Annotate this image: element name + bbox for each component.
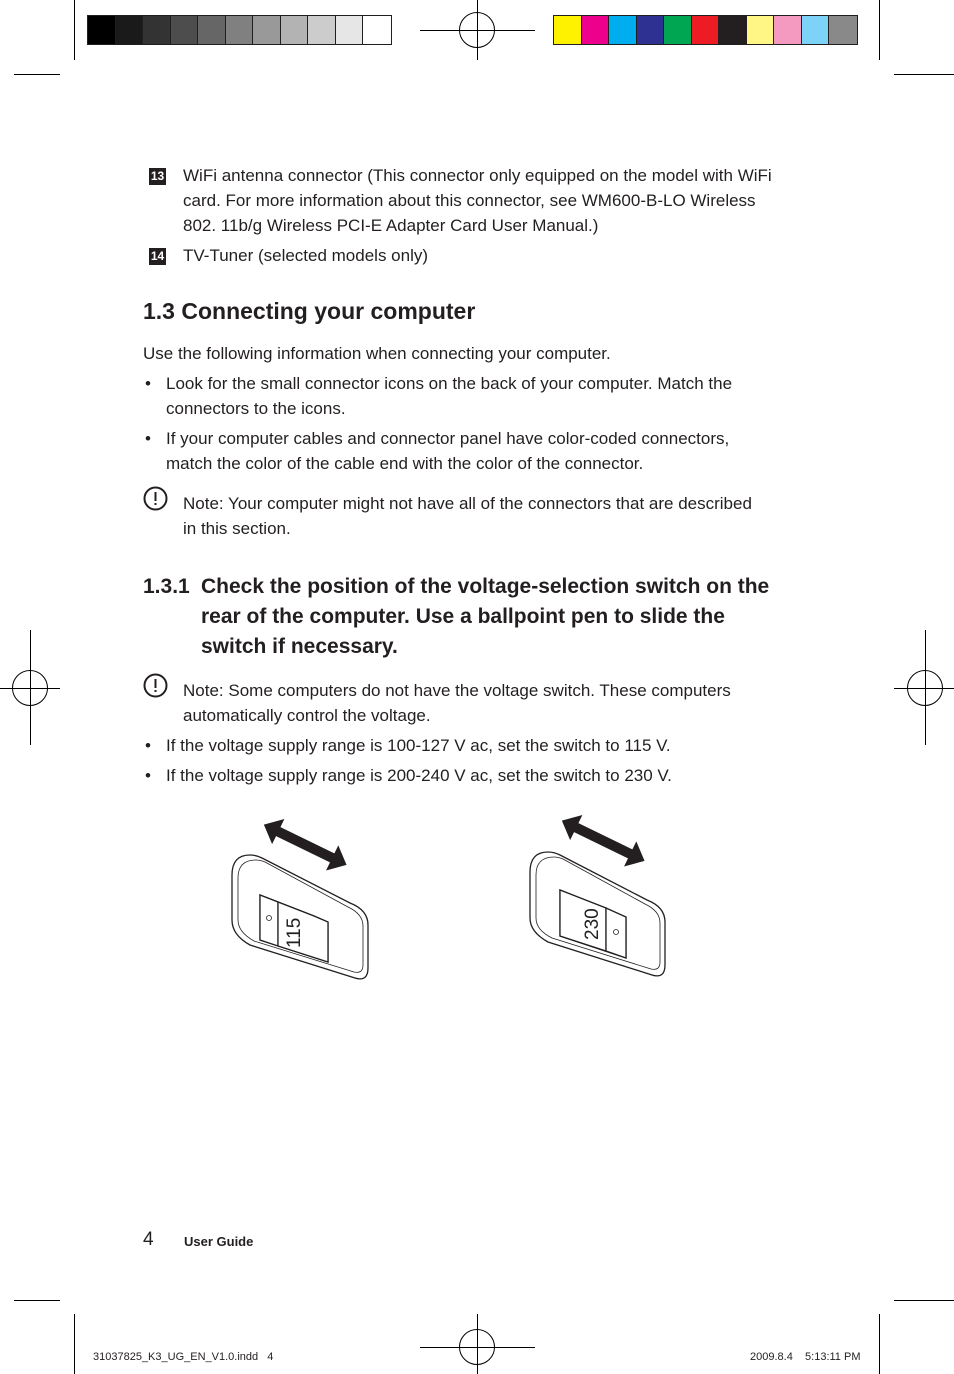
section-title: 1.3 Connecting your computer (143, 298, 476, 324)
color-swatch (554, 16, 582, 44)
item-14-text: TV-Tuner (selected models only) (183, 246, 429, 265)
subsection-number: 1.3.1 (143, 575, 190, 598)
color-swatch (802, 16, 830, 44)
section-intro: Use the following information when connecting your computer. (143, 344, 611, 363)
note-label: Note: (183, 494, 224, 513)
bullet-dot: • (145, 736, 151, 755)
grayscale-bars (87, 15, 392, 45)
item-14-number: 14 (150, 249, 165, 263)
gray-swatch (253, 16, 281, 44)
gray-swatch (143, 16, 171, 44)
note-text: Some computers do not have the voltage switch. These computers automatically control the voltage. (183, 681, 731, 725)
color-swatch (664, 16, 692, 44)
item-13-number: 13 (150, 169, 165, 183)
bullet-dot: • (145, 429, 151, 448)
color-swatch (609, 16, 637, 44)
color-swatch (637, 16, 665, 44)
note-2 (183, 678, 793, 728)
item-13-text: WiFi antenna connector (This connector only equipped on the model with WiFi card. For more information about this connector, see WM600-B-LO Wireless 802. 11b/g Wireless PCI-E Adapter Card User Manual.) (183, 166, 772, 235)
gray-swatch (88, 16, 116, 44)
subsection-title: Check the position of the voltage-selection switch on the rear of the computer. Use a ballpoint pen to slide the switch if necessary. (201, 575, 770, 658)
note-icon (143, 673, 168, 698)
switch-label-230: 230 (582, 908, 603, 940)
gray-swatch (281, 16, 309, 44)
page-number: 4 (143, 1229, 154, 1250)
color-swatch (582, 16, 610, 44)
color-swatch (747, 16, 775, 44)
gray-swatch (308, 16, 336, 44)
gray-swatch (171, 16, 199, 44)
gray-swatch (226, 16, 254, 44)
slug-date: 2009.8.4 5:13:11 PM (750, 1351, 861, 1363)
gray-swatch (336, 16, 364, 44)
color-bars (553, 15, 858, 45)
note-text: Your computer might not have all of the connectors that are described in this section. (183, 494, 752, 538)
color-swatch (719, 16, 747, 44)
gray-swatch (198, 16, 226, 44)
voltage-switch-230-illustration (520, 800, 680, 990)
gray-swatch (116, 16, 144, 44)
slug-filename: 31037825_K3_UG_EN_V1.0.indd 4 (93, 1351, 274, 1363)
footer-title: User Guide (184, 1234, 254, 1249)
bullet-dot: • (145, 374, 151, 393)
voltage-switch-115-illustration (220, 800, 380, 990)
gray-swatch (363, 16, 391, 44)
subsection-bullet-1: If the voltage supply range is 100-127 V ac, set the switch to 115 V. (166, 736, 671, 755)
section-bullet-1: Look for the small connector icons on the back of your computer. Match the connectors to the icons. (166, 374, 733, 418)
color-swatch (774, 16, 802, 44)
note-label: Note: (183, 681, 224, 700)
subsection-bullet-2: If the voltage supply range is 200-240 V ac, set the switch to 230 V. (166, 766, 672, 785)
section-bullet-2: If your computer cables and connector panel have color-coded connectors, match the color of the cable end with the color of the connector. (166, 429, 730, 473)
note-icon (143, 486, 168, 511)
bullet-dot: • (145, 766, 151, 785)
color-swatch (829, 16, 857, 44)
color-swatch (692, 16, 720, 44)
note-1 (183, 491, 753, 541)
switch-label-115: 115 (284, 917, 305, 948)
